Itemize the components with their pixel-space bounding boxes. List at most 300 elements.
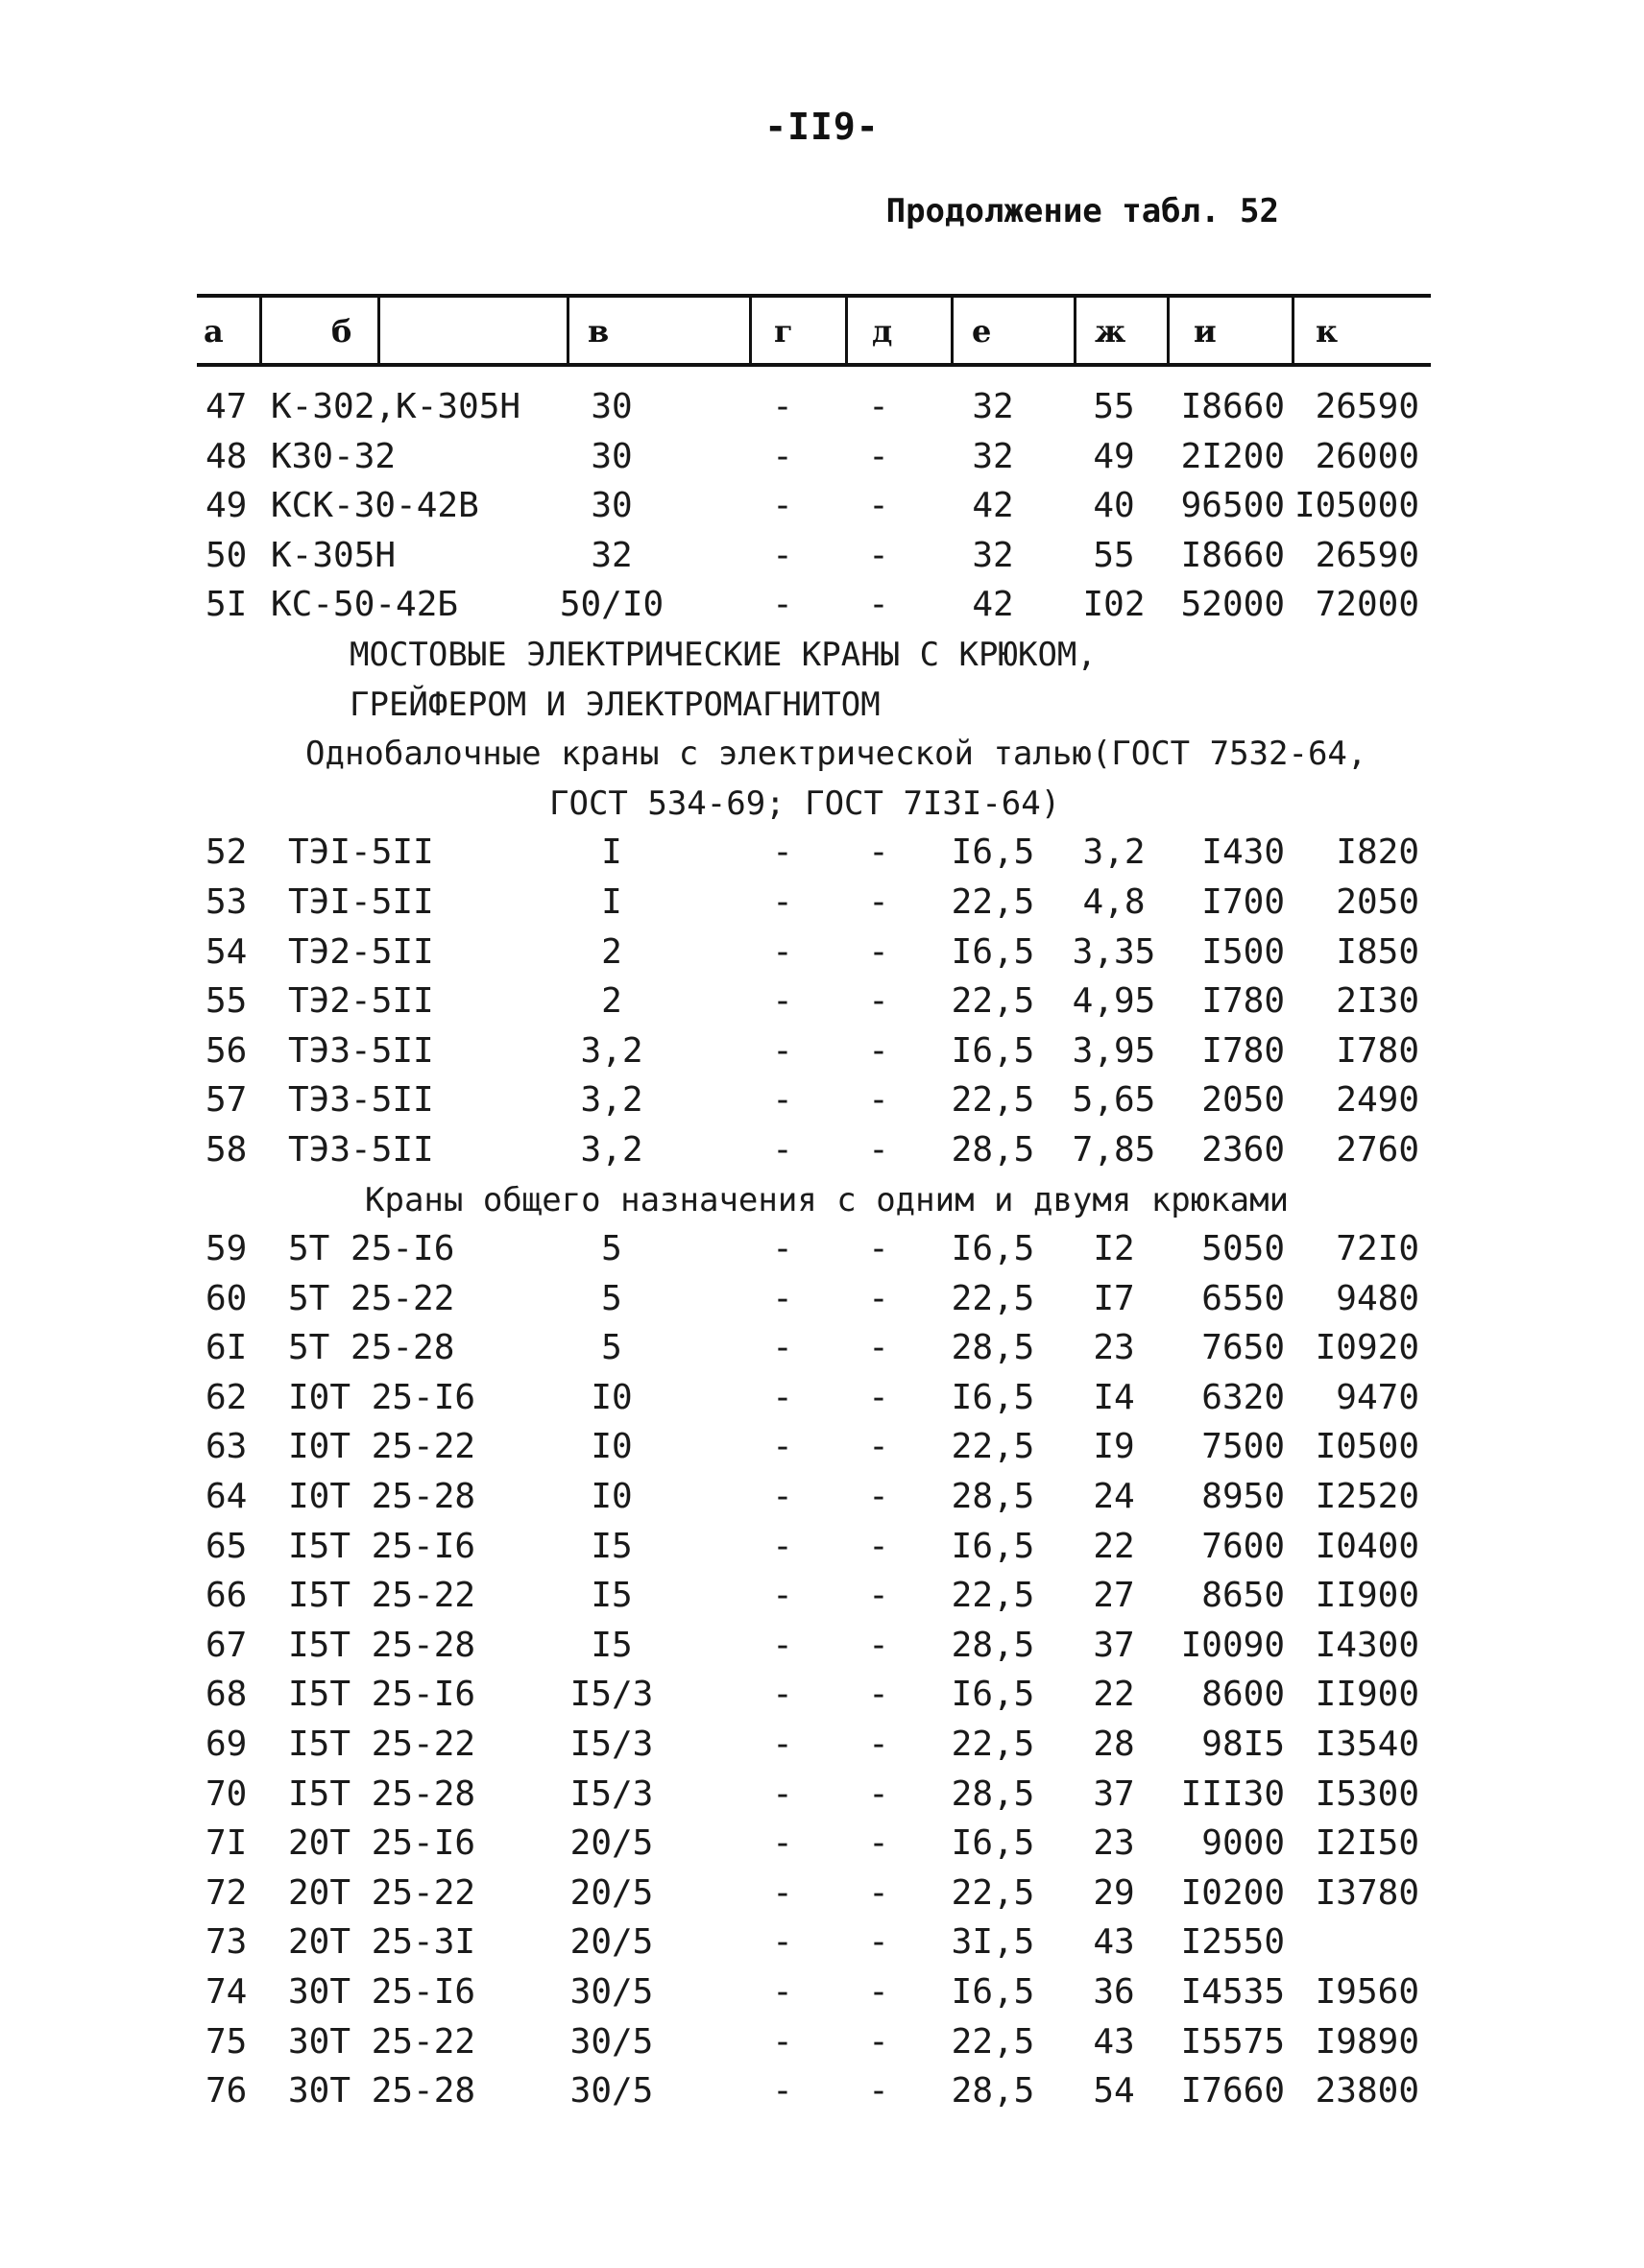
span-cell: 22,5 [951, 1278, 1035, 1318]
crane-model: 30Т 25-28 [288, 2071, 476, 2111]
section-heading-text: Однобалочные краны с электрической талью(ГОСТ 7532-64, [305, 735, 1367, 774]
span-cell: 32 [972, 387, 1014, 426]
column-header-v: в [588, 313, 610, 350]
crane-model: I5Т 25-22 [288, 1576, 476, 1616]
column-zh-cell: 22 [1093, 1526, 1135, 1566]
crane-model: 5Т 25-28 [288, 1328, 455, 1368]
row-number: 74 [206, 1972, 248, 2012]
column-g-cell: - [772, 387, 793, 426]
row-number: 49 [206, 486, 248, 526]
capacity-cell: 3,2 [580, 1030, 643, 1071]
section-heading [0, 1175, 1644, 1225]
crane-model: 20Т 25-I6 [288, 1823, 476, 1864]
column-k-cell: 2I30 [1336, 981, 1419, 1022]
row-number: 67 [206, 1625, 248, 1665]
table-row [0, 2017, 1644, 2067]
span-cell: 28,5 [951, 1625, 1035, 1665]
table-header-top-rule [197, 294, 1431, 298]
column-k-cell: I0920 [1315, 1328, 1419, 1368]
span-cell: I6,5 [951, 1377, 1035, 1417]
column-g-cell: - [772, 1872, 793, 1913]
column-zh-cell: 24 [1093, 1477, 1135, 1517]
table-row [0, 1026, 1644, 1076]
column-k-cell: 72I0 [1336, 1229, 1419, 1269]
header-divider [749, 298, 752, 363]
capacity-cell: 30 [591, 486, 633, 526]
capacity-cell: 30 [591, 436, 633, 476]
row-number: 69 [206, 1725, 248, 1765]
header-divider [377, 298, 380, 363]
section-heading [0, 729, 1644, 779]
table-row [0, 1075, 1644, 1125]
table-row [0, 1125, 1644, 1175]
capacity-cell: I5 [591, 1526, 633, 1566]
column-i-cell: I2550 [1180, 1922, 1285, 1963]
span-cell: 32 [972, 535, 1014, 575]
span-cell: 22,5 [951, 1576, 1035, 1616]
column-d-cell: - [868, 881, 889, 922]
column-g-cell: - [772, 1477, 793, 1517]
row-number: 64 [206, 1477, 248, 1517]
column-i-cell: 98I5 [1201, 1725, 1285, 1765]
capacity-cell: 5 [601, 1328, 622, 1368]
span-cell: 22,5 [951, 881, 1035, 922]
page-number: -II9- [764, 106, 880, 148]
span-cell: I6,5 [951, 1675, 1035, 1715]
crane-model: ТЭ2-5II [288, 981, 434, 1022]
row-number: 7I [206, 1823, 248, 1864]
table-row [0, 1670, 1644, 1720]
section-heading [0, 680, 1644, 730]
column-i-cell: 7650 [1201, 1328, 1285, 1368]
section-heading-text: ГОСТ 534-69; ГОСТ 7I3I-64) [549, 784, 1061, 823]
column-zh-cell: 7,85 [1072, 1129, 1156, 1170]
column-zh-cell: I7 [1093, 1278, 1135, 1318]
row-number: 59 [206, 1229, 248, 1269]
column-i-cell: 96500 [1180, 486, 1285, 526]
table-row [0, 2066, 1644, 2116]
column-k-cell: I820 [1336, 832, 1419, 873]
column-g-cell: - [772, 1030, 793, 1071]
row-number: 60 [206, 1278, 248, 1318]
column-d-cell: - [868, 1773, 889, 1814]
table-row [0, 1373, 1644, 1423]
row-number: 66 [206, 1576, 248, 1616]
capacity-cell: I0 [591, 1427, 633, 1467]
column-zh-cell: 49 [1093, 436, 1135, 476]
crane-model: К-305Н [271, 535, 397, 575]
column-k-cell: 2490 [1336, 1080, 1419, 1121]
column-g-cell: - [772, 1725, 793, 1765]
column-zh-cell: I02 [1082, 585, 1146, 625]
table-row [0, 1918, 1644, 1967]
column-k-cell: II900 [1315, 1576, 1419, 1616]
column-g-cell: - [772, 1675, 793, 1715]
column-i-cell: 7600 [1201, 1526, 1285, 1566]
column-k-cell: I780 [1336, 1030, 1419, 1071]
column-g-cell: - [772, 1129, 793, 1170]
column-d-cell: - [868, 2021, 889, 2062]
row-number: 47 [206, 387, 248, 426]
column-header-a: а [204, 313, 224, 350]
capacity-cell: I [601, 881, 622, 922]
span-cell: I6,5 [951, 1972, 1035, 2012]
capacity-cell: I0 [591, 1377, 633, 1417]
crane-model: ТЭI-5II [288, 832, 434, 873]
column-header-d: д [872, 313, 893, 350]
column-d-cell: - [868, 832, 889, 873]
column-k-cell: 9480 [1336, 1278, 1419, 1318]
crane-model: 30Т 25-22 [288, 2021, 476, 2062]
table-row [0, 1422, 1644, 1472]
table-row [0, 977, 1644, 1026]
column-k-cell: II900 [1315, 1675, 1419, 1715]
column-zh-cell: 3,35 [1072, 931, 1156, 972]
column-d-cell: - [868, 981, 889, 1022]
column-g-cell: - [772, 1972, 793, 2012]
row-number: 76 [206, 2071, 248, 2111]
section-heading-text: Краны общего назначения с одним и двумя крюками [365, 1180, 1290, 1219]
column-g-cell: - [772, 1526, 793, 1566]
column-i-cell: 7500 [1201, 1427, 1285, 1467]
column-g-cell: - [772, 585, 793, 625]
table-row [0, 1869, 1644, 1918]
column-zh-cell: 55 [1093, 387, 1135, 426]
column-i-cell: I780 [1201, 981, 1285, 1022]
column-zh-cell: I2 [1093, 1229, 1135, 1269]
column-d-cell: - [868, 1675, 889, 1715]
column-g-cell: - [772, 981, 793, 1022]
column-header-zh: ж [1095, 313, 1126, 350]
crane-model: I5Т 25-I6 [288, 1526, 476, 1566]
column-g-cell: - [772, 1080, 793, 1121]
capacity-cell: I [601, 832, 622, 873]
column-i-cell: I8660 [1180, 387, 1285, 426]
table-row [0, 1571, 1644, 1621]
table-row [0, 432, 1644, 482]
capacity-cell: 20/5 [569, 1922, 654, 1963]
column-g-cell: - [772, 486, 793, 526]
column-k-cell: I2I50 [1315, 1823, 1419, 1864]
crane-model: I0Т 25-22 [288, 1427, 476, 1467]
header-divider [951, 298, 954, 363]
crane-model: ТЭ3-5II [288, 1080, 434, 1121]
column-k-cell: 26590 [1315, 535, 1419, 575]
header-divider [259, 298, 262, 363]
section-heading [0, 630, 1644, 680]
row-number: 70 [206, 1773, 248, 1814]
column-g-cell: - [772, 1823, 793, 1864]
capacity-cell: 30/5 [569, 2071, 654, 2111]
column-zh-cell: 29 [1093, 1872, 1135, 1913]
span-cell: 28,5 [951, 1328, 1035, 1368]
column-g-cell: - [772, 2071, 793, 2111]
column-k-cell: I9560 [1315, 1972, 1419, 2012]
column-zh-cell: 36 [1093, 1972, 1135, 2012]
column-i-cell: I8660 [1180, 535, 1285, 575]
row-number: 6I [206, 1328, 248, 1368]
column-g-cell: - [772, 1576, 793, 1616]
column-d-cell: - [868, 1080, 889, 1121]
column-k-cell: I05000 [1293, 486, 1419, 526]
column-d-cell: - [868, 1477, 889, 1517]
column-i-cell: I4535 [1180, 1972, 1285, 2012]
row-number: 58 [206, 1129, 248, 1170]
column-g-cell: - [772, 1278, 793, 1318]
column-zh-cell: I9 [1093, 1427, 1135, 1467]
table-row [0, 481, 1644, 531]
row-number: 72 [206, 1872, 248, 1913]
capacity-cell: 20/5 [569, 1823, 654, 1864]
crane-model: К-302,К-305Н [271, 387, 521, 426]
header-divider [1074, 298, 1076, 363]
column-d-cell: - [868, 1872, 889, 1913]
capacity-cell: I0 [591, 1477, 633, 1517]
column-zh-cell: 23 [1093, 1823, 1135, 1864]
column-zh-cell: 37 [1093, 1773, 1135, 1814]
column-k-cell: 72000 [1315, 585, 1419, 625]
column-g-cell: - [772, 1328, 793, 1368]
column-zh-cell: 27 [1093, 1576, 1135, 1616]
span-cell: 22,5 [951, 981, 1035, 1022]
column-i-cell: I7660 [1180, 2071, 1285, 2111]
row-number: 75 [206, 2021, 248, 2062]
column-k-cell: I3540 [1315, 1725, 1419, 1765]
row-number: 53 [206, 881, 248, 922]
column-i-cell: 2I200 [1180, 436, 1285, 476]
section-heading [0, 779, 1644, 829]
column-k-cell: 9470 [1336, 1377, 1419, 1417]
table-row [0, 828, 1644, 878]
crane-model: I5Т 25-22 [288, 1725, 476, 1765]
crane-model: 5Т 25-22 [288, 1278, 455, 1318]
table-row [0, 1323, 1644, 1373]
capacity-cell: I5 [591, 1576, 633, 1616]
column-k-cell: I3780 [1315, 1872, 1419, 1913]
crane-model: 20Т 25-22 [288, 1872, 476, 1913]
column-d-cell: - [868, 387, 889, 426]
column-i-cell: I700 [1201, 881, 1285, 922]
column-i-cell: 52000 [1180, 585, 1285, 625]
column-k-cell: 23800 [1315, 2071, 1419, 2111]
column-header-k: к [1316, 313, 1339, 350]
span-cell: 28,5 [951, 1477, 1035, 1517]
crane-model: 20Т 25-3I [288, 1922, 476, 1963]
column-g-cell: - [772, 2021, 793, 2062]
capacity-cell: I5/3 [569, 1675, 654, 1715]
span-cell: I6,5 [951, 1229, 1035, 1269]
table-row [0, 928, 1644, 977]
column-zh-cell: 3,95 [1072, 1030, 1156, 1071]
column-zh-cell: 5,65 [1072, 1080, 1156, 1121]
capacity-cell: 2 [601, 981, 622, 1022]
section-heading-text: ГРЕЙФЕРОМ И ЭЛЕКТРОМАГНИТОМ [350, 685, 881, 724]
column-header-i: и [1194, 313, 1217, 350]
column-k-cell: 26590 [1315, 387, 1419, 426]
column-i-cell: I500 [1201, 931, 1285, 972]
column-g-cell: - [772, 436, 793, 476]
span-cell: 42 [972, 585, 1014, 625]
span-cell: I6,5 [951, 1030, 1035, 1071]
column-k-cell: 26000 [1315, 436, 1419, 476]
column-zh-cell: 4,95 [1072, 981, 1156, 1022]
capacity-cell: 3,2 [580, 1080, 643, 1121]
row-number: 73 [206, 1922, 248, 1963]
column-g-cell: - [772, 832, 793, 873]
column-d-cell: - [868, 1922, 889, 1963]
column-d-cell: - [868, 1823, 889, 1864]
capacity-cell: I5 [591, 1625, 633, 1665]
span-cell: I6,5 [951, 1823, 1035, 1864]
column-k-cell: I0500 [1315, 1427, 1419, 1467]
capacity-cell: 30/5 [569, 2021, 654, 2062]
column-d-cell: - [868, 1278, 889, 1318]
header-divider [845, 298, 848, 363]
column-i-cell: I5575 [1180, 2021, 1285, 2062]
crane-model: ТЭI-5II [288, 881, 434, 922]
column-zh-cell: I4 [1093, 1377, 1135, 1417]
table-continuation-caption: Продолжение табл. 52 [885, 192, 1279, 230]
column-i-cell: I0090 [1180, 1625, 1285, 1665]
crane-model: I0Т 25-I6 [288, 1377, 476, 1417]
column-g-cell: - [772, 1625, 793, 1665]
column-zh-cell: 43 [1093, 1922, 1135, 1963]
crane-model: I5Т 25-28 [288, 1625, 476, 1665]
column-k-cell: I850 [1336, 931, 1419, 972]
row-number: 55 [206, 981, 248, 1022]
column-d-cell: - [868, 1576, 889, 1616]
table-row [0, 1274, 1644, 1324]
span-cell: 22,5 [951, 2021, 1035, 2062]
row-number: 56 [206, 1030, 248, 1071]
column-d-cell: - [868, 1229, 889, 1269]
column-i-cell: I780 [1201, 1030, 1285, 1071]
row-number: 62 [206, 1377, 248, 1417]
column-d-cell: - [868, 1526, 889, 1566]
row-number: 50 [206, 535, 248, 575]
span-cell: I6,5 [951, 832, 1035, 873]
table-row [0, 878, 1644, 928]
capacity-cell: 20/5 [569, 1872, 654, 1913]
column-i-cell: 8650 [1201, 1576, 1285, 1616]
row-number: 5I [206, 585, 248, 625]
column-zh-cell: 40 [1093, 486, 1135, 526]
crane-model: I5Т 25-28 [288, 1773, 476, 1814]
column-zh-cell: 22 [1093, 1675, 1135, 1715]
column-g-cell: - [772, 535, 793, 575]
crane-model: 30Т 25-I6 [288, 1972, 476, 2012]
capacity-cell: 30/5 [569, 1972, 654, 2012]
column-i-cell: 9000 [1201, 1823, 1285, 1864]
column-d-cell: - [868, 535, 889, 575]
row-number: 63 [206, 1427, 248, 1467]
table-row [0, 580, 1644, 630]
row-number: 54 [206, 931, 248, 972]
column-zh-cell: 43 [1093, 2021, 1135, 2062]
column-zh-cell: 3,2 [1082, 832, 1146, 873]
row-number: 57 [206, 1080, 248, 1121]
column-g-cell: - [772, 1773, 793, 1814]
crane-model: КС-50-42Б [271, 585, 459, 625]
column-k-cell: 2050 [1336, 881, 1419, 922]
span-cell: 22,5 [951, 1725, 1035, 1765]
crane-model: ТЭ3-5II [288, 1030, 434, 1071]
column-i-cell: 8950 [1201, 1477, 1285, 1517]
capacity-cell: I5/3 [569, 1725, 654, 1765]
row-number: 68 [206, 1675, 248, 1715]
table-row [0, 1224, 1644, 1274]
capacity-cell: 32 [591, 535, 633, 575]
span-cell: I6,5 [951, 931, 1035, 972]
column-header-g: г [774, 313, 793, 350]
column-d-cell: - [868, 1427, 889, 1467]
crane-model: ТЭ3-5II [288, 1129, 434, 1170]
column-g-cell: - [772, 931, 793, 972]
table-row [0, 1967, 1644, 2017]
crane-model: ТЭ2-5II [288, 931, 434, 972]
column-g-cell: - [772, 1427, 793, 1467]
column-header-b: б [331, 313, 352, 350]
column-i-cell: 8600 [1201, 1675, 1285, 1715]
capacity-cell: 5 [601, 1278, 622, 1318]
crane-model: I0Т 25-28 [288, 1477, 476, 1517]
column-zh-cell: 37 [1093, 1625, 1135, 1665]
column-i-cell: 5050 [1201, 1229, 1285, 1269]
header-divider [567, 298, 569, 363]
column-d-cell: - [868, 1725, 889, 1765]
column-k-cell: I9890 [1315, 2021, 1419, 2062]
capacity-cell: 50/I0 [559, 585, 665, 625]
column-g-cell: - [772, 1229, 793, 1269]
span-cell: 28,5 [951, 2071, 1035, 2111]
row-number: 52 [206, 832, 248, 873]
column-d-cell: - [868, 1625, 889, 1665]
table-row [0, 1522, 1644, 1572]
column-i-cell: 2050 [1201, 1080, 1285, 1121]
column-i-cell: 6320 [1201, 1377, 1285, 1417]
header-divider [1167, 298, 1170, 363]
column-d-cell: - [868, 1129, 889, 1170]
span-cell: 22,5 [951, 1427, 1035, 1467]
column-d-cell: - [868, 585, 889, 625]
span-cell: 42 [972, 486, 1014, 526]
column-i-cell: I430 [1201, 832, 1285, 873]
span-cell: 22,5 [951, 1872, 1035, 1913]
span-cell: 28,5 [951, 1129, 1035, 1170]
column-zh-cell: 54 [1093, 2071, 1135, 2111]
column-d-cell: - [868, 486, 889, 526]
column-i-cell: 2360 [1201, 1129, 1285, 1170]
header-divider [1292, 298, 1294, 363]
table-row [0, 1770, 1644, 1820]
span-cell: 28,5 [951, 1773, 1035, 1814]
column-d-cell: - [868, 1328, 889, 1368]
table-row [0, 382, 1644, 432]
section-heading-text: МОСТОВЫЕ ЭЛЕКТРИЧЕСКИЕ КРАНЫ С КРЮКОМ, [350, 635, 1097, 674]
table-row [0, 531, 1644, 581]
column-zh-cell: 4,8 [1082, 881, 1146, 922]
column-d-cell: - [868, 1972, 889, 2012]
column-k-cell: I4300 [1315, 1625, 1419, 1665]
capacity-cell: 2 [601, 931, 622, 972]
capacity-cell: I5/3 [569, 1773, 654, 1814]
column-zh-cell: 23 [1093, 1328, 1135, 1368]
column-g-cell: - [772, 1922, 793, 1963]
column-i-cell: I0200 [1180, 1872, 1285, 1913]
column-g-cell: - [772, 881, 793, 922]
row-number: 65 [206, 1526, 248, 1566]
span-cell: 22,5 [951, 1080, 1035, 1121]
